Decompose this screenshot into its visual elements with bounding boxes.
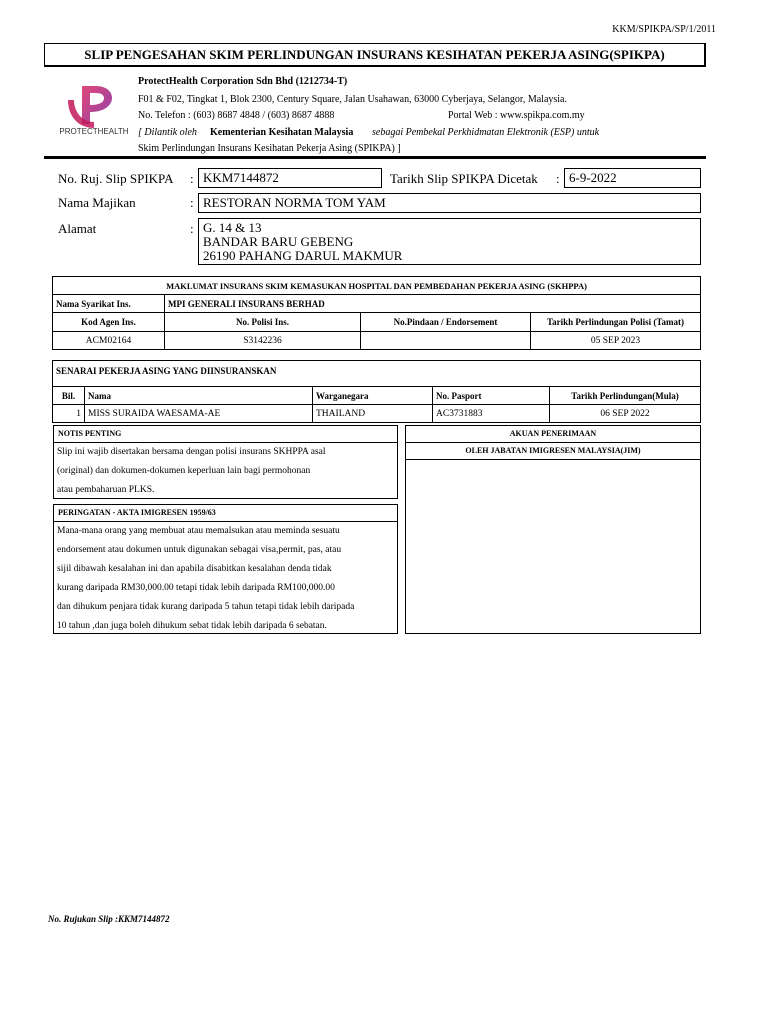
skhppa-heading: MAKLUMAT INSURANS SKIM KEMASUKAN HOSPITAL DAN PEMBEDAHAN PEKERJA ASING (SKHPPA) (53, 277, 701, 295)
workers-heading: SENARAI PEKERJA ASING YANG DIINSURANSKAN (53, 361, 701, 381)
warning-heading: PERINGATAN - AKTA IMIGRESEN 1959/63 (54, 505, 397, 522)
warning-line: Mana-mana orang yang membuat atau memalsukan atau meminda sesuatu (57, 526, 340, 536)
table-row (53, 405, 701, 423)
footer-reference: No. Rujukan Slip :KKM7144872 (48, 914, 170, 924)
company-address: F01 & F02, Tingkat 1, Blok 2300, Century Square, Jalan Usahawan, 63000 Cyberjaya, Selangor, Malaysia. (138, 94, 567, 105)
agent-code: ACM02164 (53, 332, 165, 350)
table-header: Nama (85, 387, 313, 405)
address-label: Alamat (58, 221, 97, 236)
ref-value: KKM7144872 (198, 168, 382, 188)
warning-line: dan dihukum penjara tidak kurang daripada 5 tahun tetapi tidak lebih daripada (57, 602, 355, 612)
document-code: KKM/SPIKPA/SP/1/2011 (612, 24, 716, 35)
acknowledgement-heading: AKUAN PENERIMAAN (406, 426, 700, 443)
acknowledgement-panel (405, 425, 701, 634)
scheme-line: Skim Perlindungan Insurans Kesihatan Pekerja Asing (SPIKPA) ] (138, 143, 401, 154)
warning-line: kurang daripada RM30,000.00 tetapi tidak lebih daripada RM100,000.00 (57, 583, 335, 593)
table-header: No. Pasport (433, 387, 550, 405)
warning-line: 10 tahun ,dan juga boleh dihukum sebat tidak lebih daripada 6 sebatan. (57, 621, 327, 631)
policy-number: S3142236 (165, 332, 361, 350)
worker-passport: AC3731883 (433, 405, 550, 423)
notice-heading: NOTIS PENTING (54, 426, 397, 443)
ministry-name: Kementerian Kesihatan Malaysia (210, 127, 354, 138)
employer-value: RESTORAN NORMA TOM YAM (198, 193, 701, 213)
colon: : (190, 171, 194, 186)
workers-table (52, 360, 701, 423)
insurer-label: Nama Syarikat Ins. (53, 295, 165, 313)
appointed-prefix: [ Dilantik oleh (138, 127, 197, 138)
company-name: ProtectHealth Corporation Sdn Bhd (1212734-T) (138, 76, 348, 87)
colon: : (556, 171, 560, 186)
employer-label: Nama Majikan (58, 195, 136, 210)
coverage-start-date: 06 SEP 2022 (550, 405, 701, 423)
notice-line: (original) dan dokumen-dokumen keperluan lain bagi permohonan (57, 466, 311, 476)
worker-name: MISS SURAIDA WAESAMA-AE (85, 405, 313, 423)
table-header: Tarikh Perlindungan Polisi (Tamat) (531, 313, 701, 332)
worker-no: 1 (53, 405, 85, 423)
warning-panel (53, 504, 398, 634)
table-header: Kod Agen Ins. (53, 313, 165, 332)
table-header: No. Polisi Ins. (165, 313, 361, 332)
table-header: Warganegara (313, 387, 433, 405)
ref-label: No. Ruj. Slip SPIKPA (58, 171, 174, 186)
notice-line: atau pembaharuan PLKS. (57, 485, 155, 495)
table-header: Tarikh Perlindungan(Mula) (550, 387, 701, 405)
company-phone: No. Telefon : (603) 8687 4848 / (603) 8687 4888 (138, 110, 335, 121)
worker-nationality: THAILAND (313, 405, 433, 423)
warning-line: endorsement atau dokumen untuk digunakan sebagai visa,permit, pas, atau (57, 545, 342, 555)
document-title: SLIP PENGESAHAN SKIM PERLINDUNGAN INSURANS KESIHATAN PEKERJA ASING(SPIKPA) (44, 43, 706, 67)
acknowledgement-subheading: OLEH JABATAN IMIGRESEN MALAYSIA(JIM) (406, 443, 700, 460)
notice-panel (53, 425, 398, 499)
endorsement-number (361, 332, 531, 350)
insurer-value: MPI GENERALI INSURANS BERHAD (165, 295, 701, 313)
address-line: BANDAR BARU GEBENG (203, 234, 354, 249)
address-value (198, 218, 701, 265)
policy-end-date: 05 SEP 2023 (531, 332, 701, 350)
header-divider (44, 156, 706, 159)
table-header: Bil. (53, 387, 85, 405)
skhppa-table (52, 276, 701, 350)
logo-text: PROTECTHEALTH (59, 127, 129, 136)
appointed-suffix: sebagai Pembekal Perkhidmatan Elektronik (ESP) untuk (372, 127, 600, 138)
address-line: 26190 PAHANG DARUL MAKMUR (203, 248, 403, 263)
table-header: No.Pindaan / Endorsement (361, 313, 531, 332)
company-portal: Portal Web : www.spikpa.com.my (448, 110, 585, 121)
notice-line: Slip ini wajib disertakan bersama dengan polisi insurans SKHPPA asal (57, 447, 326, 457)
print-date-value: 6-9-2022 (564, 168, 701, 188)
colon: : (190, 221, 194, 236)
date-label: Tarikh Slip SPIKPA Dicetak (390, 171, 538, 186)
warning-line: sijil dibawah kesalahan ini dan apabila disabitkan kesalahan denda tidak (57, 564, 332, 574)
colon: : (190, 195, 194, 210)
address-line: G. 14 & 13 (203, 220, 262, 235)
